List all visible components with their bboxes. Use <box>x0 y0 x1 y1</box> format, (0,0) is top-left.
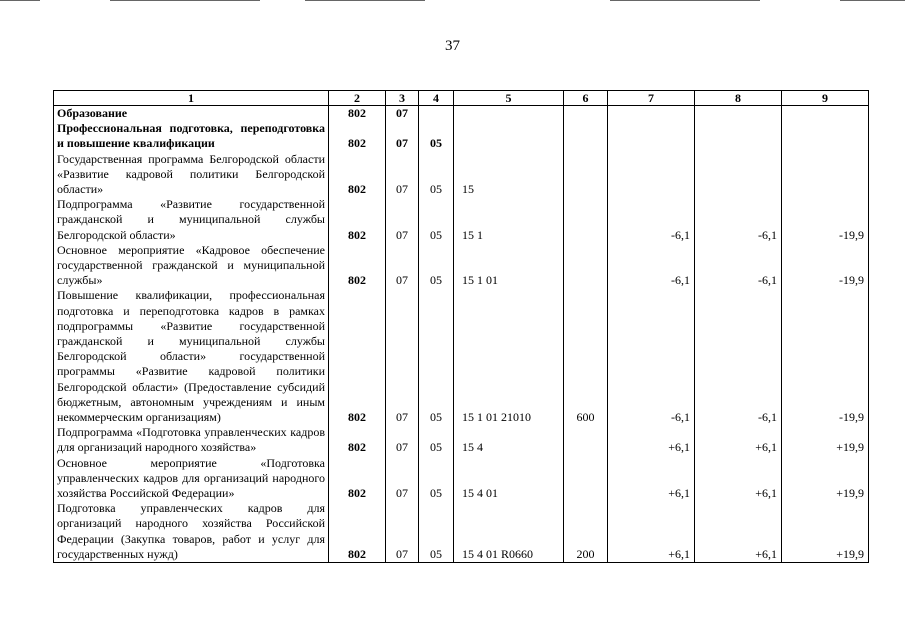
expense-type-cell <box>564 425 608 455</box>
table-row <box>54 425 869 455</box>
amount-col9-cell <box>782 121 869 151</box>
expense-type-cell <box>564 106 608 122</box>
expense-type-cell <box>564 152 608 198</box>
gra-code-cell: 802 <box>329 456 386 502</box>
gra-code-cell: 802 <box>329 121 386 151</box>
amount-col7-cell <box>608 121 695 151</box>
gra-code-cell: 802 <box>329 197 386 243</box>
subsection-code-cell: 05 <box>419 121 454 151</box>
amount-col7-cell <box>608 152 695 198</box>
amount-col7-cell: -6,1 <box>608 197 695 243</box>
page-number: 37 <box>445 38 460 54</box>
subsection-code-cell: 05 <box>419 501 454 562</box>
target-article-cell: 15 4 01 <box>454 456 564 502</box>
column-header: 4 <box>419 91 454 106</box>
row-name-cell: Подпрограмма «Развитие государственной гражданской и муниципальной службы Белгородской области» <box>54 197 329 243</box>
table-row <box>54 288 869 425</box>
row-name-cell: Подпрограмма «Подготовка управленческих кадров для организаций народного хозяйства» <box>54 425 329 455</box>
target-article-cell: 15 1 <box>454 197 564 243</box>
table-row <box>54 456 869 502</box>
table-row <box>54 243 869 289</box>
amount-col9-cell <box>782 152 869 198</box>
amount-col8-cell <box>695 106 782 122</box>
subsection-code-cell: 05 <box>419 288 454 425</box>
amount-col9-cell: -19,9 <box>782 288 869 425</box>
section-code-cell: 07 <box>386 501 419 562</box>
target-article-cell: 15 4 <box>454 425 564 455</box>
section-code-cell: 07 <box>386 288 419 425</box>
gra-code-cell: 802 <box>329 501 386 562</box>
section-code-cell: 07 <box>386 243 419 289</box>
column-header: 1 <box>54 91 329 106</box>
row-name-cell: Образование <box>54 106 329 122</box>
gra-code-cell: 802 <box>329 425 386 455</box>
amount-col7-cell: +6,1 <box>608 501 695 562</box>
amount-col7-cell: -6,1 <box>608 288 695 425</box>
section-code-cell: 07 <box>386 456 419 502</box>
subsection-code-cell: 05 <box>419 456 454 502</box>
amount-col9-cell: +19,9 <box>782 425 869 455</box>
amount-col8-cell: +6,1 <box>695 425 782 455</box>
expense-type-cell <box>564 456 608 502</box>
scan-edge-line <box>110 0 260 1</box>
target-article-cell: 15 1 01 <box>454 243 564 289</box>
row-name-cell: Основное мероприятие «Кадровое обеспечение государственной гражданской и муниципальной службы» <box>54 243 329 289</box>
section-code-cell: 07 <box>386 106 419 122</box>
gra-code-cell: 802 <box>329 243 386 289</box>
subsection-code-cell <box>419 106 454 122</box>
amount-col8-cell: +6,1 <box>695 456 782 502</box>
section-code-cell: 07 <box>386 197 419 243</box>
amount-col9-cell: -19,9 <box>782 197 869 243</box>
table-row <box>54 106 869 122</box>
gra-code-cell: 802 <box>329 152 386 198</box>
scan-edge-line <box>610 0 760 1</box>
scan-edge-line <box>305 0 425 1</box>
amount-col8-cell <box>695 152 782 198</box>
amount-col9-cell <box>782 106 869 122</box>
gra-code-cell: 802 <box>329 288 386 425</box>
section-code-cell: 07 <box>386 152 419 198</box>
subsection-code-cell: 05 <box>419 197 454 243</box>
amount-col7-cell: +6,1 <box>608 425 695 455</box>
column-header: 5 <box>454 91 564 106</box>
amount-col7-cell: +6,1 <box>608 456 695 502</box>
table-header-row <box>54 91 869 106</box>
row-name-cell: Основное мероприятие «Подготовка управленческих кадров для организаций народного хозяйства Российской Федерации» <box>54 456 329 502</box>
section-code-cell: 07 <box>386 121 419 151</box>
scan-edge-line <box>840 0 905 1</box>
amount-col9-cell: +19,9 <box>782 501 869 562</box>
table-row <box>54 152 869 198</box>
amount-col8-cell: -6,1 <box>695 197 782 243</box>
expense-type-cell <box>564 121 608 151</box>
subsection-code-cell: 05 <box>419 152 454 198</box>
column-header: 7 <box>608 91 695 106</box>
target-article-cell: 15 4 01 R0660 <box>454 501 564 562</box>
target-article-cell: 15 <box>454 152 564 198</box>
gra-code-cell: 802 <box>329 106 386 122</box>
row-name-cell: Государственная программа Белгородской области «Развитие кадровой политики Белгородской области» <box>54 152 329 198</box>
amount-col7-cell: -6,1 <box>608 243 695 289</box>
expense-type-cell <box>564 197 608 243</box>
expense-type-cell: 600 <box>564 288 608 425</box>
amount-col9-cell: -19,9 <box>782 243 869 289</box>
subsection-code-cell: 05 <box>419 425 454 455</box>
table-row <box>54 197 869 243</box>
amount-col8-cell: +6,1 <box>695 501 782 562</box>
amount-col8-cell <box>695 121 782 151</box>
subsection-code-cell: 05 <box>419 243 454 289</box>
amount-col7-cell <box>608 106 695 122</box>
amount-col8-cell: -6,1 <box>695 243 782 289</box>
target-article-cell <box>454 121 564 151</box>
amount-col8-cell: -6,1 <box>695 288 782 425</box>
budget-table <box>53 90 869 563</box>
table-row <box>54 121 869 151</box>
column-header: 6 <box>564 91 608 106</box>
column-header: 8 <box>695 91 782 106</box>
column-header: 3 <box>386 91 419 106</box>
target-article-cell <box>454 106 564 122</box>
section-code-cell: 07 <box>386 425 419 455</box>
amount-col9-cell: +19,9 <box>782 456 869 502</box>
column-header: 9 <box>782 91 869 106</box>
table-row <box>54 501 869 562</box>
scan-edge-line <box>0 0 40 1</box>
row-name-cell: Повышение квалификации, профессиональная подготовка и переподготовка кадров в рамках подпрограммы «Развитие государственной гражданской и муниципальной службы Белгородской области» государственной программы «Развитие кадровой политики Белгородской области» (Предоставление субсидий бюджетным, автономным учреждениям и иным некоммерческим организациям) <box>54 288 329 425</box>
expense-type-cell <box>564 243 608 289</box>
expense-type-cell: 200 <box>564 501 608 562</box>
target-article-cell: 15 1 01 21010 <box>454 288 564 425</box>
row-name-cell: Подготовка управленческих кадров для организаций народного хозяйства Российской Федерации (Закупка товаров, работ и услуг для государственных нужд) <box>54 501 329 562</box>
column-header: 2 <box>329 91 386 106</box>
row-name-cell: Профессиональная подготовка, переподготовка и повышение квалификации <box>54 121 329 151</box>
